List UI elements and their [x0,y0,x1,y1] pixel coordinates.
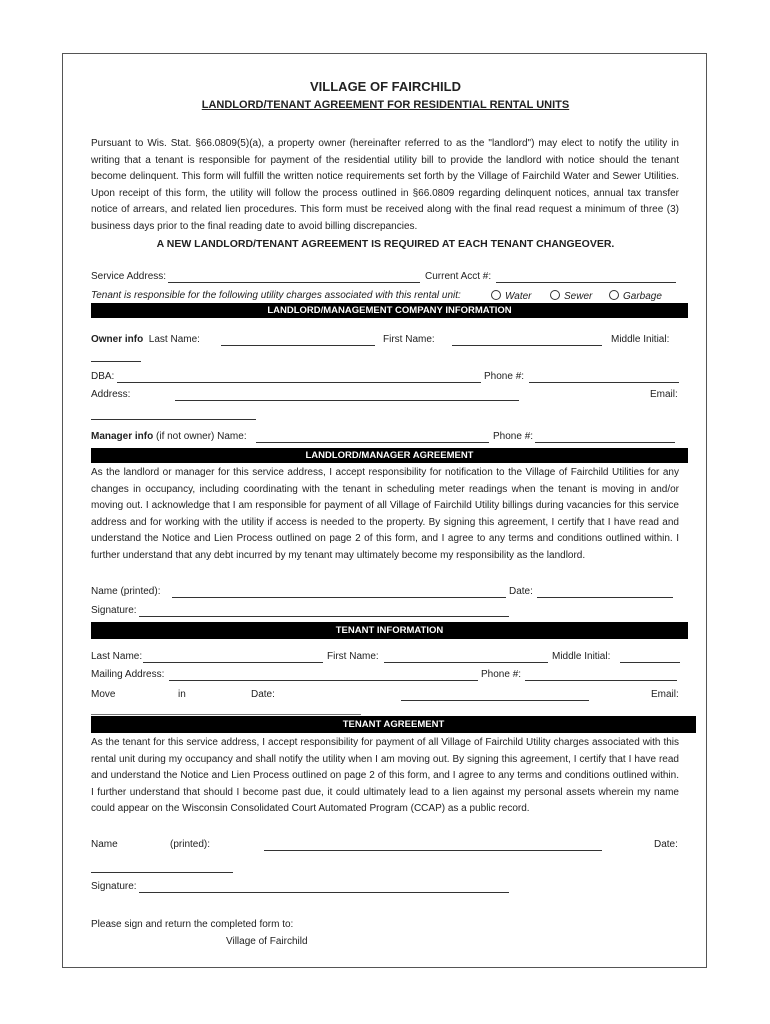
garbage-radio[interactable] [609,290,619,300]
tenant-phone-field[interactable] [525,680,677,681]
current-acct-label: Current Acct #: [425,271,492,282]
tenant-phone-label: Phone #: [481,669,522,680]
section-tenant-agreement: TENANT AGREEMENT [91,716,696,733]
section-landlord-agreement: LANDLORD/MANAGER AGREEMENT [91,448,688,463]
tenant-mailing-address-field[interactable] [169,680,478,681]
tenant-sign-date-field[interactable] [91,872,233,873]
sewer-radio[interactable] [550,290,560,300]
tenant-printed-label: (printed): [170,839,211,850]
manager-name-label: (if not owner) Name: [156,431,247,442]
option-garbage[interactable] [609,290,662,303]
manager-phone-label: Phone #: [493,431,534,442]
tenant-in-label: in [178,689,186,700]
owner-info-label [91,334,200,346]
landlord-signature-label: Signature: [91,605,137,616]
landlord-agreement-text: As the landlord or manager for this service address, I accept responsibility for notification to the Village of Fairchild Utilities for any changes in occupancy, including coordinating with the tenant in scheduling meter readings when the tenant is moving in and/or moving out. I acknowledge that I am responsible for payment of all Village of Fairchild Utility billings during vacancies for this service address and for working with the utility if access is needed to the property. By signing this agreement, I certify that I have read and understand the Notice and Lien Process outlined on page 2 of this form, and I agree to any terms and conditions outlined within. I further understand that any debt incurred by my tenant may ultimately become my responsibility as the landlord. [91,467,679,561]
manager-info-label [91,431,247,443]
landlord-date-label: Date: [509,586,533,597]
owner-middle-initial-field[interactable] [91,361,141,362]
tenant-mailing-address-label: Mailing Address: [91,669,165,680]
form-subtitle: LANDLORD/TENANT AGREEMENT FOR RESIDENTIAL RENTAL UNITS [201,99,570,111]
tenant-date-label: Date: [251,689,275,700]
section-owner-company: LANDLORD/MANAGEMENT COMPANY INFORMATION [91,303,688,318]
service-address-field[interactable] [168,282,420,283]
owner-middle-initial-label: Middle Initial: [611,334,670,345]
owner-email-label: Email: [650,389,678,400]
garbage-label: Garbage [623,291,662,302]
tenant-last-name-label: Last Name: [91,651,143,662]
option-sewer[interactable] [550,290,592,303]
form-title: VILLAGE OF FAIRCHILD [310,79,461,94]
owner-last-name-field[interactable] [221,345,375,346]
tenant-middle-initial-field[interactable] [620,662,680,663]
tenant-move-label: Move [91,689,116,700]
manager-phone-field[interactable] [535,442,675,443]
tenant-middle-initial-label: Middle Initial: [552,651,611,662]
changeover-note: A NEW LANDLORD/TENANT AGREEMENT IS REQUIRED AT EACH TENANT CHANGEOVER. [156,238,615,250]
owner-last-name-label: Last Name: [148,334,200,345]
tenant-agreement-text: As the tenant for this service address, I accept responsibility for payment of all Village of Fairchild Utility charges associated with this rental unit during my occupancy and shall notify the utility when I am moving out. By signing this agreement, I certify that I have read and understand the Notice and Lien Process outlined on page 2 of this form, and I agree to any terms and conditions outlined within. I further understand that should I become past due, it could ultimately lead to a lien against my personal assets wherein my name could appear on the Wisconsin Consolidated Court Automated Program (CCAP) as a public record. [91,737,679,815]
owner-address-field[interactable] [175,400,519,401]
owner-address-label: Address: [91,389,131,400]
service-address-label: Service Address: [91,271,167,282]
tenant-move-in-date-field[interactable] [401,700,589,701]
owner-email-field[interactable] [91,419,256,420]
tenant-first-name-label: First Name: [327,651,379,662]
tenant-name-label: Name [91,839,118,850]
owner-first-name-field[interactable] [452,345,602,346]
landlord-name-printed-field[interactable] [172,597,506,598]
return-note: Please sign and return the completed form to: [91,919,294,930]
return-recipient: Village of Fairchild [226,936,308,947]
manager-name-field[interactable] [256,442,489,443]
landlord-signature-field[interactable] [139,616,509,617]
intro-paragraph: Pursuant to Wis. Stat. §66.0809(5)(a), a property owner (hereinafter referred to as the "landlord") may elect to notify the utility in writing that a tenant is responsible for payment of the residential utility bill to provide the landlord with notice should the tenant become delinquent. This form will fulfill the written notice requirements set forth by the Village of Fairchild Water and Sewer Utilities. Upon receipt of this form, the utility will follow the process outlined in §66.0809 regarding delinquent notices, annual tax transfer notice of arrears, and related lien procedures. This form must be received along with the final read request a minimum of three (3) business days prior to the final reading date to avoid billing discrepancies. [91,138,679,232]
tenant-signature-label: Signature: [91,881,137,892]
tenant-email-field[interactable] [91,714,361,715]
option-water[interactable] [491,290,532,303]
owner-first-name-label: First Name: [383,334,435,345]
owner-info-bold: Owner info [91,334,144,345]
sewer-label: Sewer [564,291,593,302]
tenant-email-label: Email: [651,689,679,700]
manager-info-bold: Manager info [91,431,154,442]
tenant-signature-field[interactable] [139,892,509,893]
charges-text: Tenant is responsible for the following utility charges associated with this rental unit: [91,290,461,301]
section-tenant-info: TENANT INFORMATION [91,622,688,639]
tenant-sign-date-label: Date: [654,839,678,850]
water-radio[interactable] [491,290,501,300]
tenant-first-name-field[interactable] [384,662,548,663]
owner-phone-label: Phone #: [484,371,525,382]
landlord-name-printed-label: Name (printed): [91,586,161,597]
owner-phone-field[interactable] [529,382,679,383]
landlord-date-field[interactable] [537,597,673,598]
tenant-name-printed-field[interactable] [264,850,602,851]
form-page [62,53,707,968]
dba-field[interactable] [117,382,481,383]
water-label: Water [505,291,532,302]
current-acct-field[interactable] [496,282,676,283]
dba-label: DBA: [91,371,115,382]
tenant-last-name-field[interactable] [143,662,323,663]
